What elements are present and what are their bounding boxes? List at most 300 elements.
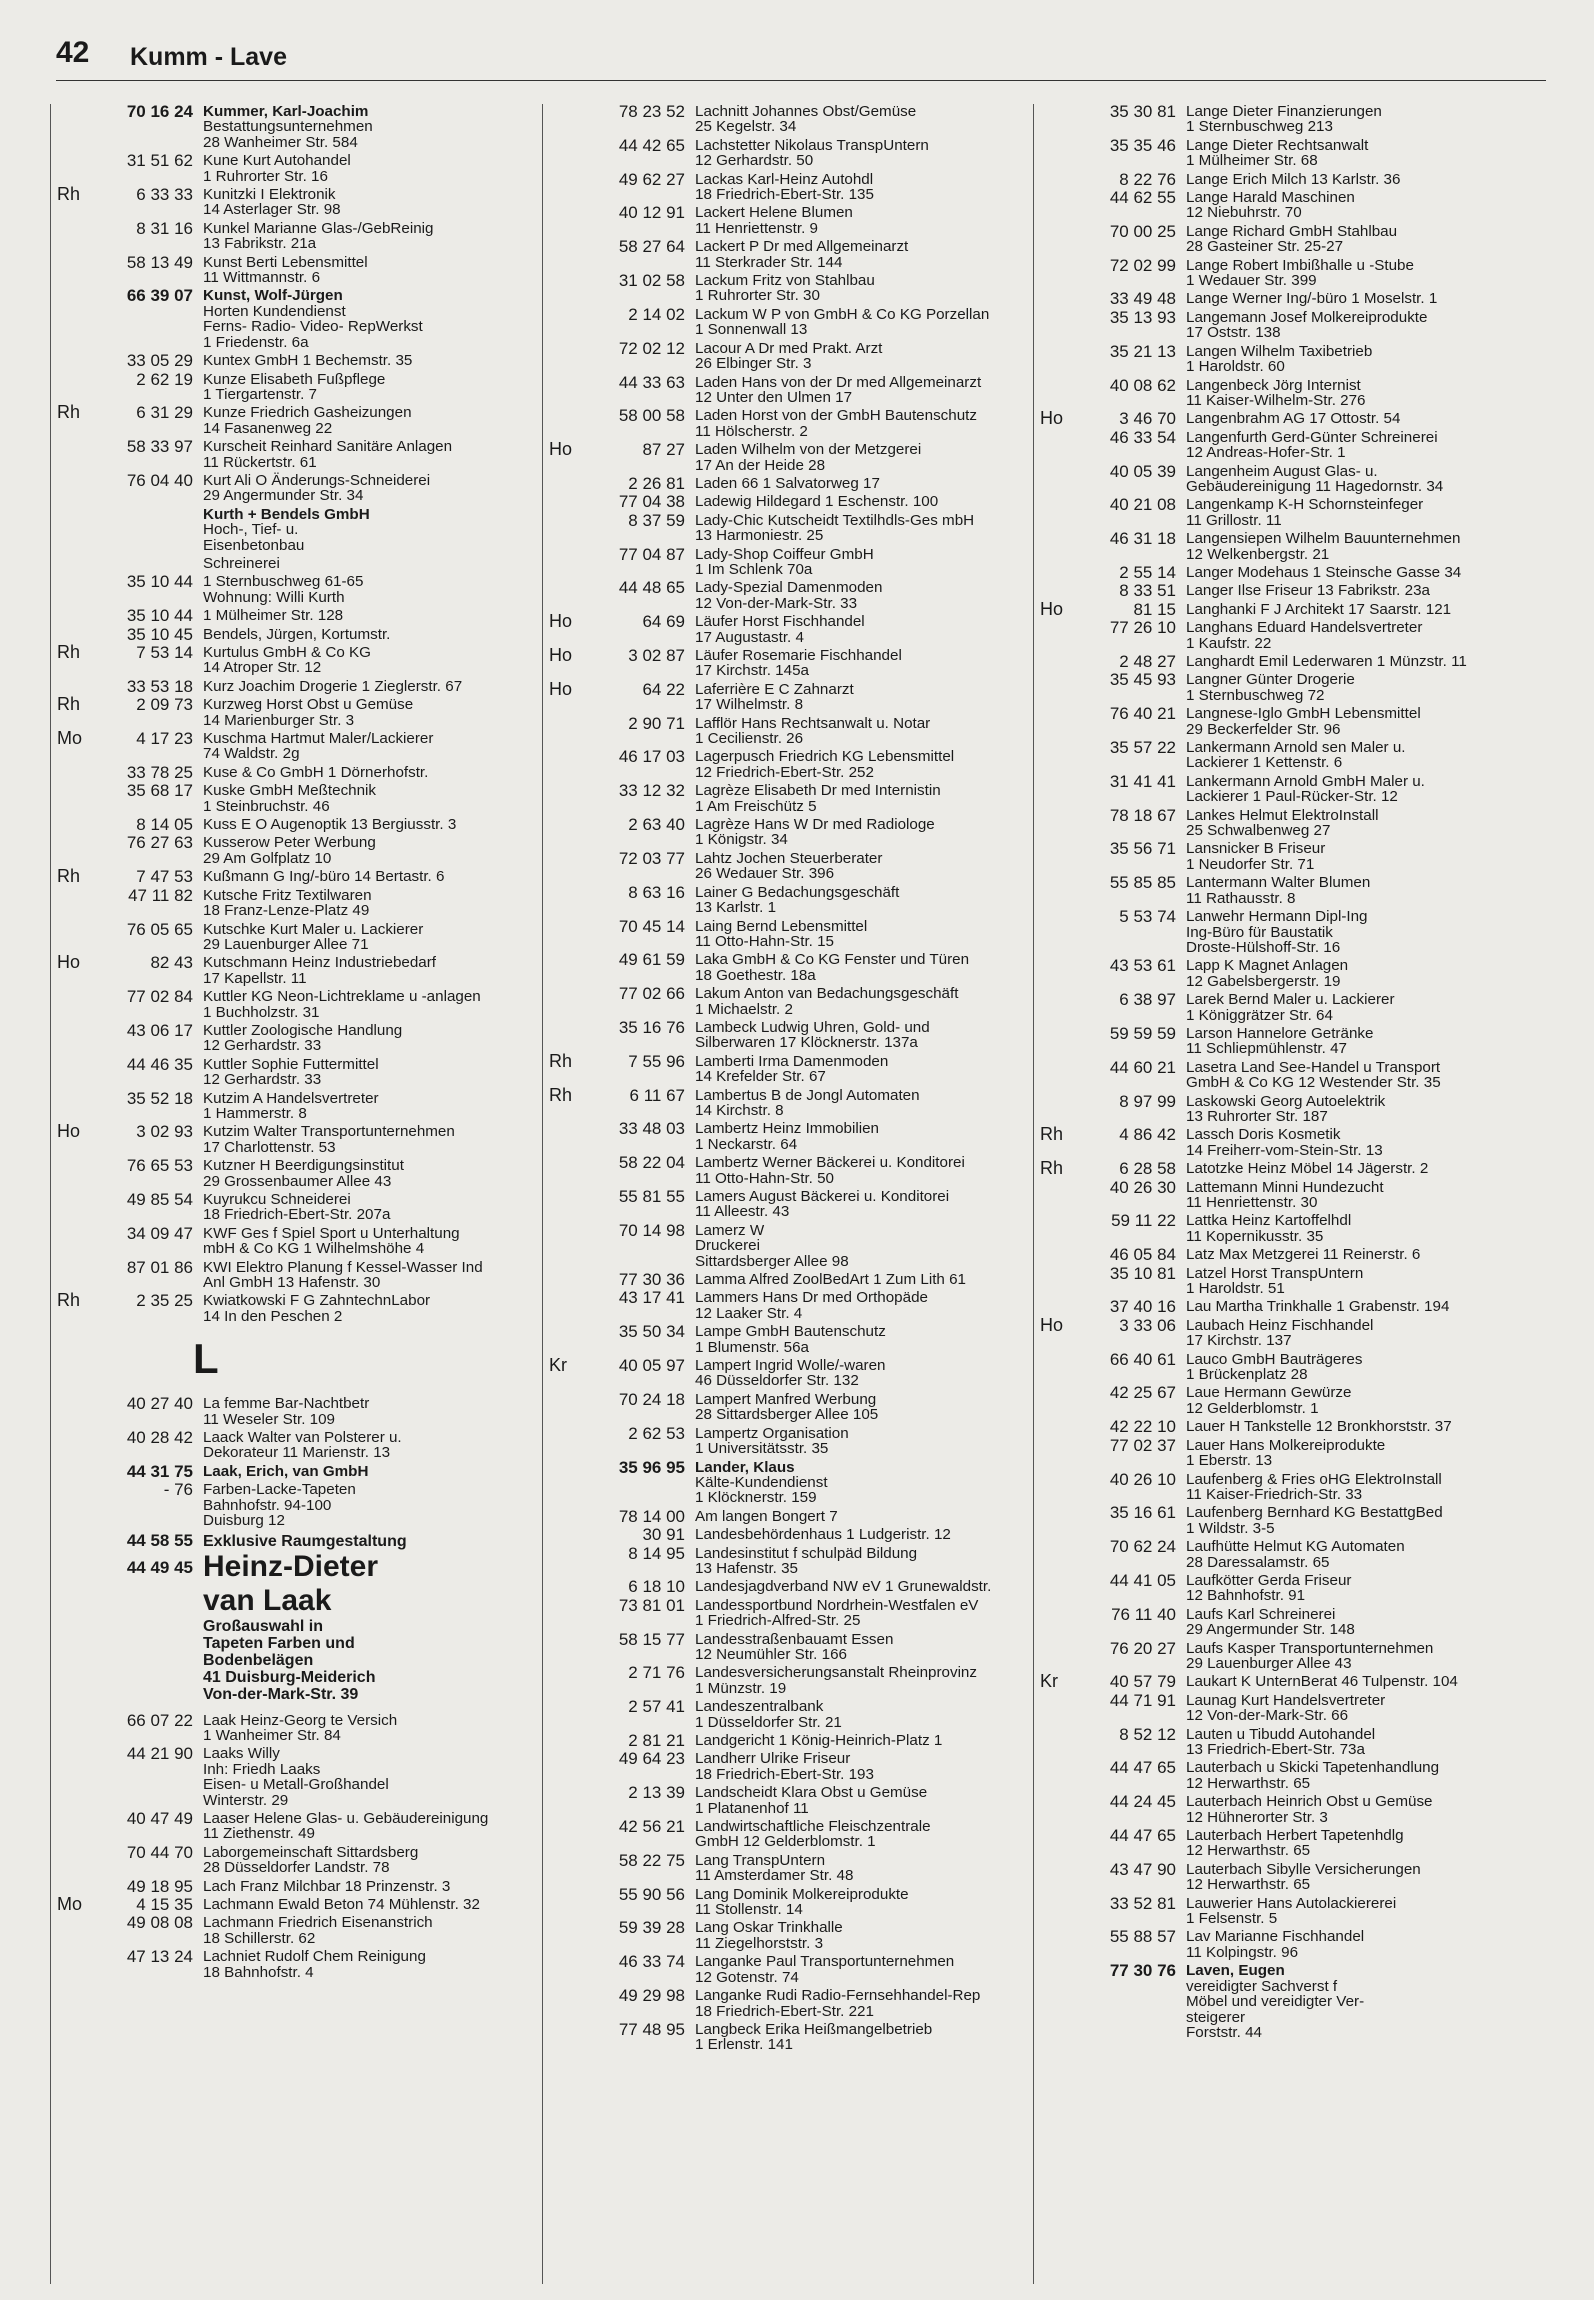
listing-entry	[543, 1595, 1023, 1630]
listing-line: 1 Universitätsstr. 35	[695, 1440, 829, 1458]
phone-number: 2 26 81	[628, 473, 685, 493]
listing-entry	[1034, 289, 1534, 309]
listing-body	[685, 1853, 1023, 1884]
listing-body	[193, 187, 491, 218]
listing-entry	[51, 1430, 491, 1461]
listing-body	[685, 1819, 1023, 1850]
listing-entry	[51, 1020, 491, 1055]
listing-entry	[51, 1915, 491, 1946]
ad-headline: van Laak	[203, 1583, 332, 1617]
listing-entry	[51, 835, 491, 866]
listing-entry	[51, 1710, 491, 1744]
listing-body	[1176, 1794, 1534, 1825]
listing-body	[685, 1598, 1023, 1629]
listing-line: 12 Gerhardstr. 33	[203, 1037, 322, 1055]
listing-body	[193, 556, 491, 571]
listing-body	[1176, 672, 1534, 703]
phone-number: 7 53 14	[136, 643, 193, 662]
listing-line: Langhardt Emil Lederwaren 1 Münzstr. 11	[1186, 653, 1467, 670]
listing-line: Wohnung: Willi Kurth	[203, 588, 345, 606]
listing-body	[1176, 138, 1534, 169]
listing-entry	[51, 252, 491, 287]
listing-line: 17 Kirchstr. 137	[1186, 1332, 1292, 1350]
listing-entry	[1034, 1023, 1534, 1058]
listing-body	[1176, 1385, 1534, 1416]
listing-entry	[543, 1954, 1023, 1985]
listing-body	[193, 1057, 491, 1088]
listing-entry	[543, 1884, 1023, 1919]
page-number: 42	[56, 36, 90, 69]
listing-body	[1176, 808, 1534, 839]
listing-line: 1 Eberstr. 13	[1186, 1452, 1273, 1470]
listing-line: Lauwerier Hans Autolackiererei	[1186, 1894, 1397, 1912]
listing-line: Laskowski Georg Autoelektrik	[1186, 1092, 1386, 1110]
phone-number: 42 25 67	[1109, 1383, 1176, 1403]
listing-line: Lange Erich Milch 13 Karlstr. 36	[1186, 170, 1401, 188]
listing-entry	[1034, 307, 1534, 342]
listing-body	[1176, 1352, 1534, 1383]
listing-line: Landessportbund Nordrhein-Westfalen eV	[695, 1596, 979, 1614]
district-prefix: Ho	[549, 439, 573, 460]
listing-line: 12 Bahnhofstr. 91	[1186, 1587, 1306, 1605]
listing-line: 14 Asterlager Str. 98	[203, 201, 341, 219]
listing-line: 25 Kegelstr. 34	[695, 118, 797, 136]
column-3	[1033, 104, 1534, 2284]
listing-line: 13 Friedrich-Ebert-Str. 73a	[1186, 1741, 1365, 1758]
listing-line: 28 Wanheimer Str. 584	[203, 133, 358, 151]
listing-body	[685, 1272, 1023, 1287]
listing-entry	[1034, 221, 1534, 256]
listing-entry	[543, 678, 1023, 714]
phone-number: 30 91	[642, 1525, 685, 1545]
listing-body	[685, 239, 1023, 270]
listing-line: Lange Robert Imbißhalle u -Stube	[1186, 256, 1414, 274]
phone-number: 33 78 25	[126, 762, 193, 782]
listing-line: 11 Wittmannstr. 6	[203, 269, 321, 287]
listing-entry	[1034, 104, 1534, 135]
phone-number: 77 30 76	[1109, 1961, 1176, 1981]
listing-body	[1176, 258, 1534, 289]
listing-line: Eisenbetonbau	[203, 536, 305, 554]
listing-line: Kuyrukcu Schneiderei	[203, 1191, 351, 1208]
listing-body	[1176, 602, 1534, 617]
phone-number: 44 24 45	[1109, 1792, 1176, 1812]
listing-line: Silberwaren 17 Klöcknerstr. 137a	[695, 1034, 918, 1052]
listing-body	[1176, 224, 1534, 255]
listing-entry	[1034, 427, 1534, 462]
listing-body	[1176, 958, 1534, 989]
listing-line: Kurscheit Reinhard Sanitäre Anlagen	[203, 438, 453, 456]
listing-entry	[543, 1389, 1023, 1424]
listing-body	[1176, 1060, 1534, 1091]
listing-body	[193, 835, 491, 866]
listing-entry	[51, 1054, 491, 1089]
phone-number: 77 48 95	[618, 2019, 685, 2039]
listing-line: Langbeck Erika Heißmangelbetrieb	[695, 2020, 933, 2038]
phone-number: 47 11 82	[128, 885, 193, 905]
listing-entry	[543, 1324, 1023, 1355]
phone-number: 82 43	[150, 953, 193, 973]
phone-number: 77 04 87	[618, 544, 685, 564]
listing-line: 17 Wilhelmstr. 8	[695, 696, 804, 714]
listing-line: Kuttler Sophie Futtermittel	[203, 1055, 379, 1073]
district-prefix: Rh	[57, 184, 81, 205]
listing-line: Langner Günter Drogerie	[1186, 671, 1355, 689]
district-prefix: Ho	[1040, 598, 1064, 619]
listing-line: Laufs Karl Schreinerei	[1186, 1605, 1336, 1623]
listing-body	[193, 1879, 491, 1894]
listing-line: Lampert Ingrid Wolle/-waren	[695, 1357, 886, 1375]
listing-body	[685, 1324, 1023, 1355]
listing-line: Kutzim Walter Transportunternehmen	[203, 1123, 455, 1141]
listing-line: Laubach Heinz Fischhandel	[1186, 1316, 1374, 1334]
phone-number: 76 40 21	[1109, 704, 1176, 724]
listing-body	[1176, 1419, 1534, 1434]
listing-line: 12 Herwarthstr. 65	[1186, 1876, 1311, 1894]
listing-entry	[543, 1785, 1023, 1816]
listing-entry	[1034, 1893, 1534, 1928]
listing-line: Dekorateur 11 Marienstr. 13	[203, 1444, 391, 1462]
phone-number: 46 17 03	[618, 747, 685, 767]
listing-line: 18 Friedrich-Ebert-Str. 207a	[203, 1206, 391, 1224]
listing-line: Lachmann Ewald Beton 74 Mühlenstr. 32	[203, 1895, 480, 1913]
listing-body	[1176, 1641, 1534, 1672]
listing-body	[193, 955, 491, 986]
ad-text: Großauswahl in	[203, 1617, 324, 1635]
district-prefix: Rh	[57, 402, 81, 423]
listing-entry	[1034, 1213, 1534, 1244]
phone-number: 40 28 42	[126, 1428, 193, 1448]
listing-line: 12 Niebuhrstr. 70	[1186, 204, 1302, 222]
listing-line: Langanke Paul Transportunternehmen	[695, 1953, 955, 1971]
phone-number: 77 26 10	[1109, 618, 1176, 638]
phone-number: 8 22 76	[1119, 169, 1176, 189]
listing-line: Kuttler Zoologische Handlung	[203, 1021, 403, 1039]
listing-line: 11 Stollenstr. 14	[695, 1901, 803, 1919]
listing-entry	[543, 510, 1023, 545]
ad-text: Bodenbelägen	[203, 1651, 314, 1669]
phone-number: 58 15 77	[618, 1629, 685, 1649]
district-prefix: Mo	[57, 728, 83, 749]
listing-body	[685, 1988, 1023, 2019]
phone-number: 87 01 86	[126, 1257, 193, 1277]
listing-body	[193, 255, 491, 286]
phone-number: 44 47 65	[1109, 1758, 1176, 1778]
listing-line: GmbH 12 Gelderblomstr. 1	[695, 1833, 876, 1851]
listing-line: Lattka Heinz Kartoffelhdl	[1186, 1212, 1352, 1230]
listing-body	[685, 1020, 1023, 1051]
phone-number: 44 21 90	[126, 1744, 193, 1764]
phone-number: 6 18 10	[628, 1577, 685, 1597]
phone-number: 35 45 93	[1109, 670, 1176, 690]
listing-line: 28 Düsseldorfer Landstr. 78	[203, 1859, 390, 1877]
listing-entry	[1034, 1349, 1534, 1384]
listing-line: 25 Schwalbenweg 27	[1186, 822, 1331, 840]
listing-body	[685, 172, 1023, 203]
listing-entry	[1034, 135, 1534, 170]
listing-line: 11 Otto-Hahn-Str. 50	[695, 1169, 835, 1187]
listing-line: 12 Welkenbergstr. 21	[1186, 545, 1330, 563]
listing-line: Lang Oskar Trinkhalle	[695, 1919, 843, 1937]
phone-number: 43 47 90	[1109, 1859, 1176, 1879]
listing-entry	[1034, 1057, 1534, 1092]
listing-entry	[1034, 1469, 1534, 1503]
listing-line: Lange Richard GmbH Stahlbau	[1186, 222, 1398, 240]
listing-line: 29 Angermunder Str. 34	[203, 487, 364, 505]
listing-body	[1176, 430, 1534, 461]
listing-entry	[543, 338, 1023, 373]
listing-line: Lange Dieter Finanzierungen	[1186, 104, 1382, 120]
listing-entry	[51, 1158, 491, 1189]
phone-number: 70 44 70	[126, 1842, 193, 1862]
listing-body	[685, 885, 1023, 916]
listing-entry	[543, 1988, 1023, 2019]
listing-line: 28 Gasteiner Str. 25-27	[1186, 238, 1344, 256]
listing-line: 18 Schillerstr. 62	[203, 1929, 316, 1947]
listing-body	[193, 645, 491, 676]
listing-line: 12 Gotenstr. 74	[695, 1968, 799, 1986]
phone-number: 6 38 97	[1119, 990, 1176, 1010]
listing-line: Landesversicherungsanstalt Rheinprovinz	[695, 1664, 977, 1682]
listing-line: 74 Waldstr. 2g	[203, 745, 300, 763]
listing-entry	[51, 1396, 491, 1427]
listing-line: Lady-Chic Kutscheidt Textilhdls-Ges mbH	[695, 511, 975, 529]
listing-line: Lamma Alfred ZoolBedArt 1 Zum Lith 61	[695, 1271, 966, 1289]
phone-number: 44 33 63	[618, 372, 685, 392]
listing-line: Horten Kundendienst	[203, 302, 346, 320]
listing-entry	[1034, 1505, 1534, 1536]
listing-body	[685, 408, 1023, 439]
listing-line: 12 Hühnerorter Str. 3	[1186, 1808, 1328, 1826]
phone-number: 6 11 67	[629, 1085, 685, 1105]
listing-line: 14 Kirchstr. 8	[695, 1101, 784, 1119]
phone-number: 35 10 44	[126, 572, 193, 592]
listing-body	[1176, 909, 1534, 955]
listing-entry	[1034, 1929, 1534, 1960]
listing-line: KWI Elektro Planung f Kessel-Wasser Ind	[203, 1258, 483, 1276]
listing-entry	[51, 574, 491, 605]
listing-entry	[543, 1084, 1023, 1119]
listing-entry	[1034, 1690, 1534, 1725]
listing-body	[685, 307, 1023, 338]
listing-line: Lampertz Organisation	[695, 1424, 849, 1442]
listing-line: 12 Neumühler Str. 166	[695, 1645, 847, 1663]
listing-line: Am langen Bongert 7	[695, 1507, 838, 1525]
listing-body	[193, 1396, 491, 1427]
listing-body	[685, 1665, 1023, 1696]
listing-body	[685, 513, 1023, 544]
listing-body	[193, 1811, 491, 1842]
listing-line: Läufer Horst Fischhandel	[695, 613, 865, 631]
listing-line: 1 Sternbuschweg 72	[1186, 686, 1325, 704]
listing-entry	[51, 642, 491, 677]
phone-number: 40 08 62	[1109, 375, 1176, 395]
listing-body	[193, 353, 491, 368]
phone-number: 35 35 46	[1109, 135, 1176, 155]
listing-entry	[543, 304, 1023, 339]
listing-line: Lackum W P von GmbH & Co KG Porzellan	[695, 305, 990, 323]
listing-line: Gebäudereinigung 11 Hagedornstr. 34	[1186, 477, 1444, 495]
listing-entry	[1034, 1724, 1534, 1758]
listing-line: 29 Lauenburger Allee 71	[203, 935, 369, 953]
listing-body	[685, 476, 1023, 491]
listing-line: Läufer Rosemarie Fischhandel	[695, 647, 902, 664]
listing-line: Kunze Elisabeth Fußpflege	[203, 370, 386, 388]
phone-number: 64 22	[642, 679, 685, 699]
listing-line: 1 Mülheimer Str. 128	[203, 607, 344, 625]
listing-line: 12 Von-der-Mark-Str. 66	[1186, 1707, 1349, 1725]
listing-line: Lankermann Arnold GmbH Maler u.	[1186, 772, 1425, 790]
phone-number: 72 03 77	[618, 848, 685, 868]
listing-line: mbH & Co KG 1 Wilhelmshöhe 4	[203, 1240, 425, 1258]
listing-body	[193, 679, 491, 694]
listing-line: 1 Cecilienstr. 26	[695, 730, 804, 748]
listing-line: 14 In den Peschen 2	[203, 1307, 343, 1325]
listing-entry	[51, 1290, 491, 1325]
listing-body	[685, 1579, 1023, 1594]
phone-number: 33 49 48	[1109, 289, 1176, 309]
listing-entry	[1034, 1570, 1534, 1605]
listing-entry	[543, 1290, 1023, 1321]
listing-entry	[543, 645, 1023, 680]
listing-line: Laaser Helene Glas- u. Gebäudereinigung	[203, 1809, 489, 1827]
listing-body	[193, 627, 491, 642]
listing-entry	[543, 1665, 1023, 1696]
phone-number: 40 57 79	[1109, 1672, 1176, 1692]
listing-body	[685, 986, 1023, 1017]
phone-number: 77 02 84	[126, 987, 193, 1007]
listing-entry	[1034, 654, 1534, 669]
listing-body	[1176, 1472, 1534, 1503]
listing-line: Langer Modehaus 1 Steinsche Gasse 34	[1186, 563, 1462, 581]
listing-line: Laven, Eugen	[1186, 1962, 1285, 1980]
listing-line: 11 Kaiser-Friedrich-Str. 33	[1186, 1485, 1363, 1503]
listing-body	[1176, 190, 1534, 221]
listing-body	[1176, 706, 1534, 737]
listing-line: Kune Kurt Autohandel	[203, 152, 351, 170]
listing-line: Lansnicker B Friseur	[1186, 840, 1326, 858]
listing-line: 1 Steinbruchstr. 46	[203, 797, 330, 815]
phone-number: 35 16 76	[618, 1017, 685, 1037]
phone-number: 49 62 27	[618, 169, 685, 189]
listing-body	[193, 1226, 491, 1257]
listing-entry	[51, 676, 491, 696]
listing-entry	[1034, 706, 1534, 737]
phone-number: 72 02 99	[1109, 255, 1176, 275]
column-2	[542, 104, 1023, 2284]
phone-number: 35 52 18	[126, 1088, 193, 1108]
listing-body	[685, 375, 1023, 406]
listing-line: 12 Herwarthstr. 65	[1186, 1842, 1311, 1860]
listing-body	[685, 1426, 1023, 1457]
listing-entry	[51, 104, 491, 150]
listing-line: Laack Walter van Polsterer u.	[203, 1429, 402, 1447]
listing-entry	[543, 492, 1023, 512]
listing-line: Langenfurth Gerd-Günter Schreinerei	[1186, 428, 1438, 446]
phone-number: 7 47 53	[136, 867, 193, 887]
listing-entry	[51, 439, 491, 470]
phone-number: 44 41 05	[1109, 1570, 1176, 1590]
listing-line: 29 Angermunder Str. 148	[1186, 1621, 1355, 1639]
listing-line: Kurtulus GmbH & Co KG	[203, 644, 371, 661]
phone-number: 2 35 25	[136, 1291, 193, 1311]
phone-number: 40 05 97	[618, 1356, 685, 1376]
phone-number: 55 88 57	[1109, 1927, 1176, 1947]
district-prefix: Kr	[1040, 1671, 1058, 1692]
listing-entry	[543, 1699, 1023, 1730]
listing-entry	[1034, 1539, 1534, 1570]
phone-number: 35 16 61	[1109, 1503, 1176, 1523]
listing-line: Laufenberg & Fries oHG ElektroInstall	[1186, 1470, 1442, 1488]
listing-line: 11 Alleestr. 43	[695, 1203, 790, 1221]
phone-number: 78 14 00	[618, 1506, 685, 1526]
listing-line: Langenheim August Glas- u.	[1186, 462, 1378, 480]
phone-number: 46 33 74	[618, 1952, 685, 1972]
listing-entry	[1034, 1638, 1534, 1672]
district-prefix: Rh	[1040, 1124, 1064, 1145]
listing-body	[1176, 620, 1534, 651]
listing-entry	[1034, 341, 1534, 376]
phone-number: 66 07 22	[126, 1710, 193, 1730]
listing-line: Lambeck Ludwig Uhren, Gold- und	[695, 1018, 930, 1036]
listing-entry	[51, 507, 491, 553]
listing-line: Laferrière E C Zahnarzt	[695, 680, 854, 698]
listing-entry	[543, 205, 1023, 236]
phone-number: 35 10 44	[126, 606, 193, 626]
listing-line: Kußmann G Ing/-büro 14 Bertastr. 6	[203, 868, 445, 886]
listing-body	[685, 1358, 1023, 1389]
listing-body	[685, 547, 1023, 578]
listing-body	[193, 765, 491, 780]
listing-entry	[1034, 1604, 1534, 1639]
listing-line: Langanke Rudi Radio-Fernsehhandel-Rep	[695, 1987, 981, 2005]
listing-line: Kälte-Kundendienst	[695, 1473, 828, 1491]
listing-entry	[51, 351, 491, 371]
phone-number: 76 65 53	[126, 1156, 193, 1176]
district-prefix: Ho	[549, 611, 573, 632]
listing-body	[685, 1054, 1023, 1085]
listing-body	[1176, 740, 1534, 771]
listing-line: Kutzner H Beerdigungsinstitut	[203, 1157, 404, 1175]
listing-line: Kummer, Karl-Joachim	[203, 104, 369, 120]
phone-number: 49 85 54	[126, 1190, 193, 1209]
listing-body	[1176, 565, 1534, 580]
listing-line: Lady-Spezial Damenmoden	[695, 579, 883, 597]
phone-number: 77 30 36	[618, 1270, 685, 1290]
listing-entry	[1034, 562, 1534, 582]
listing-entry	[1034, 841, 1534, 872]
listing-line: 14 Krefelder Str. 67	[695, 1068, 826, 1086]
listing-line: Lambertz Heinz Immobilien	[695, 1120, 880, 1138]
listing-body	[1176, 1862, 1534, 1893]
listing-body	[685, 1155, 1023, 1186]
listing-line: Laaks Willy	[203, 1745, 280, 1763]
phone-number: 70 24 18	[618, 1389, 685, 1409]
listing-entry	[1034, 190, 1534, 221]
listing-body	[1176, 497, 1534, 528]
listing-line: 11 Otto-Hahn-Str. 15	[695, 932, 835, 950]
listing-body	[1176, 1247, 1534, 1262]
listing-body	[193, 1915, 491, 1946]
listing-body	[685, 1527, 1023, 1542]
listing-body	[193, 1713, 491, 1744]
listing-body	[193, 1482, 491, 1528]
listing-line: Duisburg 12	[203, 1512, 285, 1530]
listing-line: vereidigter Sachverst f	[1186, 1977, 1338, 1995]
listing-body	[1176, 531, 1534, 562]
listing-body	[685, 1785, 1023, 1816]
listing-entry	[543, 1819, 1023, 1850]
